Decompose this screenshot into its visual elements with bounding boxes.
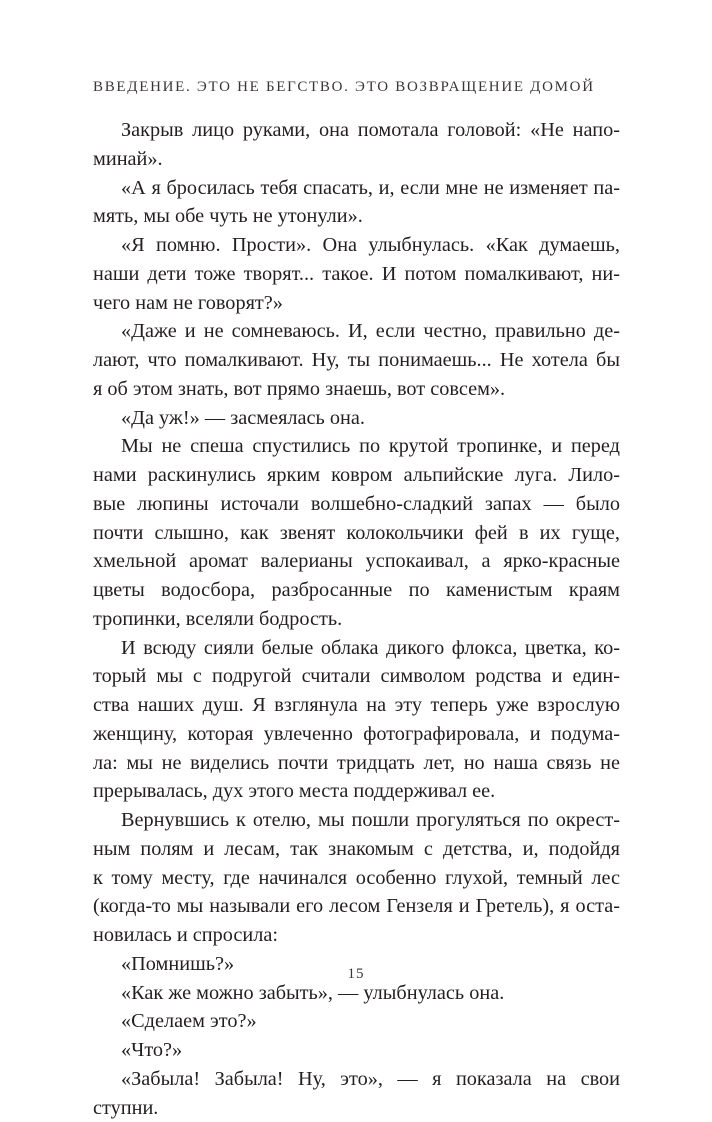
text-line: хмельной аромат валерианы успокаивал, а ярко-красные (93, 547, 620, 576)
text-line: вые люпины источали волшебно-сладкий запах — было (93, 490, 620, 519)
text-line: «А я бросилась тебя спасать, и, если мне не изменяет па- (93, 174, 620, 203)
text-line: прерывалась, дух этого места поддерживал ее. (93, 777, 620, 806)
text-line: нами раскинулись ярким ковром альпийские луга. Лило- (93, 461, 620, 490)
text-line: минай». (93, 145, 620, 174)
text-line: цветы водосбора, разбросанные по каменистым краям (93, 576, 620, 605)
text-line: «Как же можно забыть», — улыбнулась она. (93, 979, 620, 1008)
text-line: ла: мы не виделись почти тридцать лет, но наша связь не (93, 749, 620, 778)
text-line: я об этом знать, вот прямо знаешь, вот совсем». (93, 375, 620, 404)
text-line: «Я помню. Прости». Она улыбнулась. «Как думаешь, (93, 231, 620, 260)
text-line: «Что?» (93, 1036, 620, 1065)
text-line: почти слышно, как звенят колокольчики фей в их гуще, (93, 519, 620, 548)
text-line: Вернувшись к отелю, мы пошли прогуляться по окрест- (93, 806, 620, 835)
text-line: «Помнишь?» (93, 950, 620, 979)
text-line: ства наших душ. Я взглянула на эту теперь уже взрослую (93, 691, 620, 720)
text-line: тропинки, вселяли бодрость. (93, 605, 620, 634)
text-line: ступни. (93, 1094, 620, 1122)
running-head: ВВЕДЕНИЕ. ЭТО НЕ БЕГСТВО. ЭТО ВОЗВРАЩЕНИЕ ДОМОЙ (93, 79, 620, 96)
text-line: (когда-то мы называли его лесом Гензеля и Гретель), я оста- (93, 892, 620, 921)
text-line: ным полям и лесам, так знакомым с детства, и, подойдя (93, 835, 620, 864)
text-line: «Даже и не сомневаюсь. И, если честно, правильно де- (93, 317, 620, 346)
text-line: торый мы с подругой считали символом родства и един- (93, 662, 620, 691)
text-line: наши дети тоже творят... такое. И потом помалкивают, ни- (93, 260, 620, 289)
text-line: женщину, которая увлеченно фотографировала, и подума- (93, 720, 620, 749)
text-line: Мы не спеша спустились по крутой тропинке, и перед (93, 432, 620, 461)
text-line: к тому месту, где начинался особенно глухой, темный лес (93, 864, 620, 893)
text-line: «Да уж!» — засмеялась она. (93, 404, 620, 433)
text-line: И всюду сияли белые облака дикого флокса, цветка, ко- (93, 634, 620, 663)
text-line: мять, мы обе чуть не утонули». (93, 202, 620, 231)
page-number: 15 (0, 966, 712, 983)
text-line: чего нам не говорят?» (93, 289, 620, 318)
text-line: «Забыла! Забыла! Ну, это», — я показала на свои (93, 1065, 620, 1094)
text-line: новилась и спросила: (93, 921, 620, 950)
text-line: Закрыв лицо руками, она помотала головой: «Не напо- (93, 116, 620, 145)
text-line: «Сделаем это?» (93, 1007, 620, 1036)
text-line: лают, что помалкивают. Ну, ты понимаешь... Не хотела бы (93, 346, 620, 375)
